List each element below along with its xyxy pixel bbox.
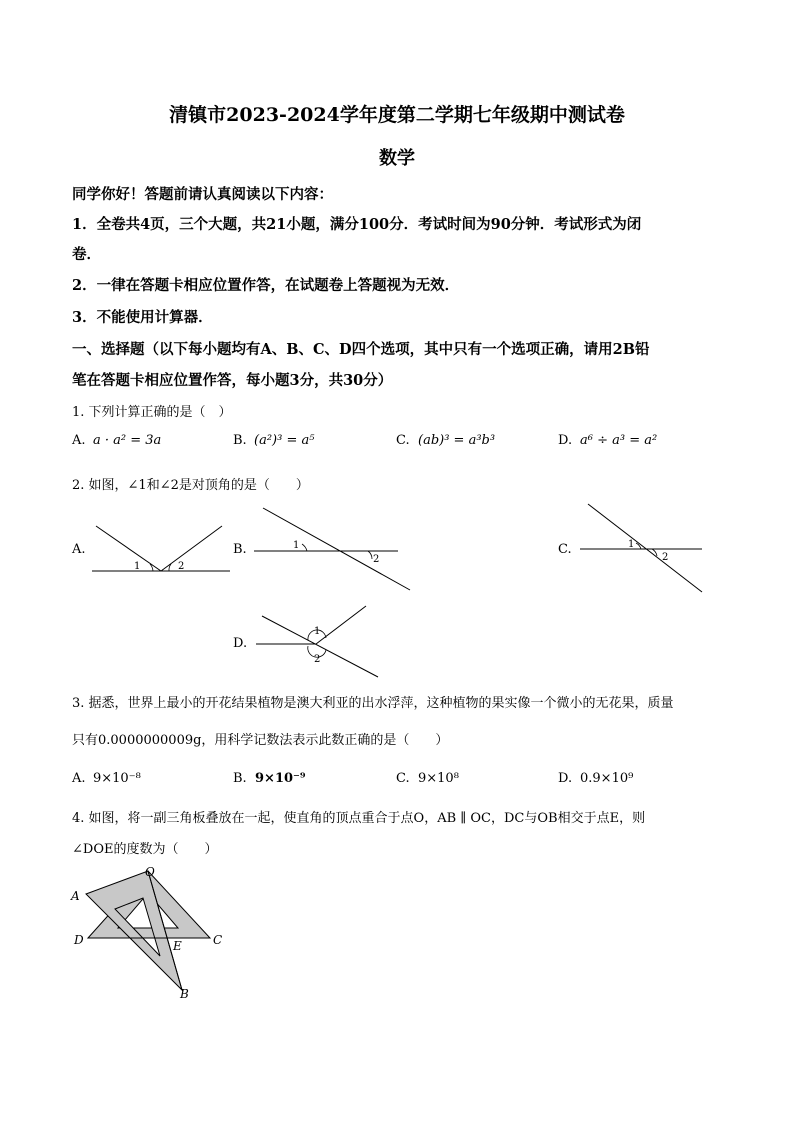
section-1-heading-cont: 笔在答题卡相应位置作答，每小题3分，共30分） [72, 372, 393, 389]
question-4-stem: 4. 如图，将一副三角板叠放在一起，使直角的顶点重合于点O，AB ∥ OC，DC与OB相交于点E，则 [72, 811, 646, 826]
q3-option-b-expr: 9×10⁻⁹ [255, 771, 306, 786]
instructions-item-3: 3．不能使用计算器． [72, 309, 213, 326]
q2d-angle-2-label: 2 [314, 654, 321, 665]
q2-option-b-label: B. [233, 542, 247, 557]
q2-option-c-label: C. [558, 542, 572, 557]
question-3-stem: 3. 据悉，世界上最小的开花结果植物是澳大利亚的出水浮萍，这种植物的果实像一个微小的无花果，质量 [72, 696, 674, 711]
subject-title: 数学 [379, 148, 415, 169]
instructions-item-1-cont: 卷． [72, 246, 101, 263]
q2b-angle-1-label: 1 [293, 540, 300, 551]
q2a-angle-1-label: 1 [134, 561, 141, 572]
q1-option-c-label: C. [396, 433, 410, 448]
q4-point-b: B [180, 987, 189, 1001]
exam-title: 清镇市2023-2024学年度第二学期七年级期中测试卷 [169, 104, 625, 126]
q4-point-a: A [71, 889, 80, 903]
instructions-item-1: 1．全卷共4页，三个大题，共21小题，满分100分．考试时间为90分钟．考试形式为闭 [72, 216, 642, 233]
q1-option-a-expr: a · a² = 3a [93, 433, 162, 448]
section-1-heading: 一、选择题（以下每小题均有A、B、C、D四个选项，其中只有一个选项正确，请用2B铅 [72, 341, 650, 358]
question-4-stem-cont: ∠DOE的度数为（ ） [72, 842, 218, 857]
q1-option-a-label: A. [72, 433, 86, 448]
q1-option-d-expr: a⁶ ÷ a³ = a² [580, 433, 658, 448]
q4-point-e: E [173, 939, 182, 953]
instructions-item-2: 2．一律在答题卡相应位置作答，在试题卷上答题视为无效． [72, 277, 460, 294]
q2-option-a-label: A. [72, 542, 86, 557]
q3-option-d-label: D. [558, 771, 573, 786]
q1-option-b-expr: (a²)³ = a⁵ [254, 433, 315, 448]
question-1-stem: 1. 下列计算正确的是（ ） [72, 405, 232, 420]
q3-option-d-expr: 0.9×10⁹ [580, 771, 634, 786]
q2b-angle-2-label: 2 [373, 554, 380, 565]
q2c-angle-1-label: 1 [628, 539, 635, 550]
instructions-greeting: 同学你好！答题前请认真阅读以下内容： [72, 186, 333, 203]
question-2-stem: 2. 如图，∠1和∠2是对顶角的是（ ） [72, 478, 309, 493]
q2a-angle-2-label: 2 [178, 561, 185, 572]
q3-option-a-expr: 9×10⁻⁸ [93, 771, 141, 786]
q2-option-d-label: D. [233, 636, 248, 651]
q1-option-c-expr: (ab)³ = a³b³ [418, 433, 496, 448]
q4-point-o: O [145, 865, 155, 879]
q4-point-d: D [74, 933, 84, 947]
q3-option-b-label: B. [233, 771, 247, 786]
q1-option-b-label: B. [233, 433, 247, 448]
q4-point-c: C [213, 933, 223, 947]
question-3-stem-cont: 只有0.0000000009g，用科学记数法表示此数正确的是（ ） [72, 733, 449, 748]
q3-option-a-label: A. [72, 771, 86, 786]
q3-option-c-expr: 9×10⁸ [418, 771, 459, 786]
q2c-angle-2-label: 2 [662, 552, 669, 563]
q2d-angle-1-label: 1 [314, 626, 321, 637]
q3-option-c-label: C. [396, 771, 410, 786]
q1-option-d-label: D. [558, 433, 573, 448]
